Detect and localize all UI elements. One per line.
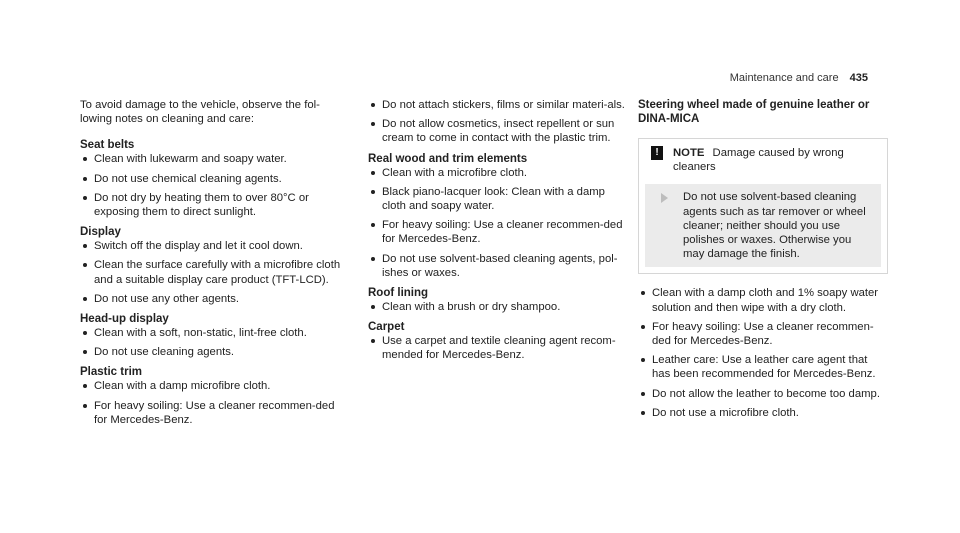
page-number: 435 [849, 72, 868, 84]
list-item: Clean with lukewarm and soapy water. [80, 152, 350, 166]
section-heading: Steering wheel made of genuine leather or DINA-MICA [638, 99, 870, 125]
list-item: Use a carpet and textile cleaning agent recom-mended for Mercedes-Benz. [368, 334, 630, 362]
section-heading: Seat belts [80, 139, 135, 152]
bullet-list [368, 334, 630, 362]
list-item: Clean the surface carefully with a microfibre cloth and a suitable display care product (TFT-LCD). [80, 258, 350, 286]
list-item: Do not use cleaning agents. [80, 345, 350, 359]
note-label: NOTE [673, 147, 705, 159]
note-body [645, 184, 881, 267]
list-item: Clean with a damp cloth and 1% soapy water solution and then wipe with a dry cloth. [638, 286, 888, 314]
list-item: Do not attach stickers, films or similar materi-als. [368, 98, 630, 112]
column-left [80, 98, 350, 432]
bullet-list [368, 98, 630, 146]
list-item: Do not use a microfibre cloth. [638, 406, 888, 420]
section-real-wood [368, 152, 630, 280]
note-box [638, 138, 888, 274]
bullet-list [80, 239, 350, 306]
list-item: Leather care: Use a leather care agent that has been recommended for Mercedes-Benz. [638, 353, 888, 381]
section-heading: Display [80, 226, 121, 239]
list-item: Do not dry by heating them to over 80°C or exposing them to direct sunlight. [80, 191, 350, 219]
section-heading: Plastic trim [80, 366, 142, 379]
section-head-up-display [80, 312, 350, 359]
list-item: Do not allow cosmetics, insect repellent or sun cream to come in contact with the plastic trim. [368, 117, 630, 145]
list-item: For heavy soiling: Use a cleaner recommen-ded for Mercedes-Benz. [368, 218, 630, 246]
section-display [80, 225, 350, 306]
list-item: Do not use solvent-based cleaning agents, pol-ishes or waxes. [368, 252, 630, 280]
section-roof-lining [368, 286, 630, 314]
bullet-list [368, 166, 630, 280]
bullet-list [80, 379, 350, 427]
list-item: Do not use any other agents. [80, 292, 350, 306]
section-plastic-trim [80, 365, 350, 427]
list-item: Clean with a damp microfibre cloth. [80, 379, 350, 393]
section-heading: Carpet [368, 321, 405, 334]
section-seat-belts [80, 138, 350, 219]
list-item: Clean with a soft, non-static, lint-free cloth. [80, 326, 350, 340]
note-header [639, 139, 887, 180]
section-heading: Head-up display [80, 313, 169, 326]
list-item: Switch off the display and let it cool down. [80, 239, 350, 253]
arrow-right-icon [661, 193, 668, 203]
list-item: Do not use chemical cleaning agents. [80, 172, 350, 186]
section-title: Maintenance and care [729, 72, 839, 84]
bullet-list [638, 286, 888, 420]
list-item: For heavy soiling: Use a cleaner recommen-ded for Mercedes-Benz. [80, 399, 350, 427]
section-heading: Roof lining [368, 287, 429, 300]
section-heading: Real wood and trim elements [368, 152, 528, 165]
note-text: Do not use solvent-based cleaning agents such as tar remover or wheel cleaner; neither should you use polishes or waxes. Otherwise you may damage the finish. [683, 191, 866, 261]
note-headline: Damage caused by wrong cleaners [673, 147, 844, 174]
section-carpet [368, 320, 630, 362]
bullet-list [80, 326, 350, 359]
list-item: For heavy soiling: Use a cleaner recommen-ded for Mercedes-Benz. [638, 320, 888, 348]
page-header [730, 71, 868, 85]
intro-text: To avoid damage to the vehicle, observe the fol- lowing notes on cleaning and care: [80, 99, 320, 126]
list-item: Do not allow the leather to become too damp. [638, 387, 888, 401]
bullet-list [368, 300, 630, 314]
warning-icon: ! [651, 146, 663, 160]
list-item: Black piano-lacquer look: Clean with a damp cloth and soapy water. [368, 185, 630, 213]
list-item: Clean with a microfibre cloth. [368, 166, 630, 180]
column-right [638, 98, 888, 425]
list-item: Clean with a brush or dry shampoo. [368, 300, 630, 314]
column-middle [368, 98, 630, 368]
bullet-list [80, 152, 350, 219]
